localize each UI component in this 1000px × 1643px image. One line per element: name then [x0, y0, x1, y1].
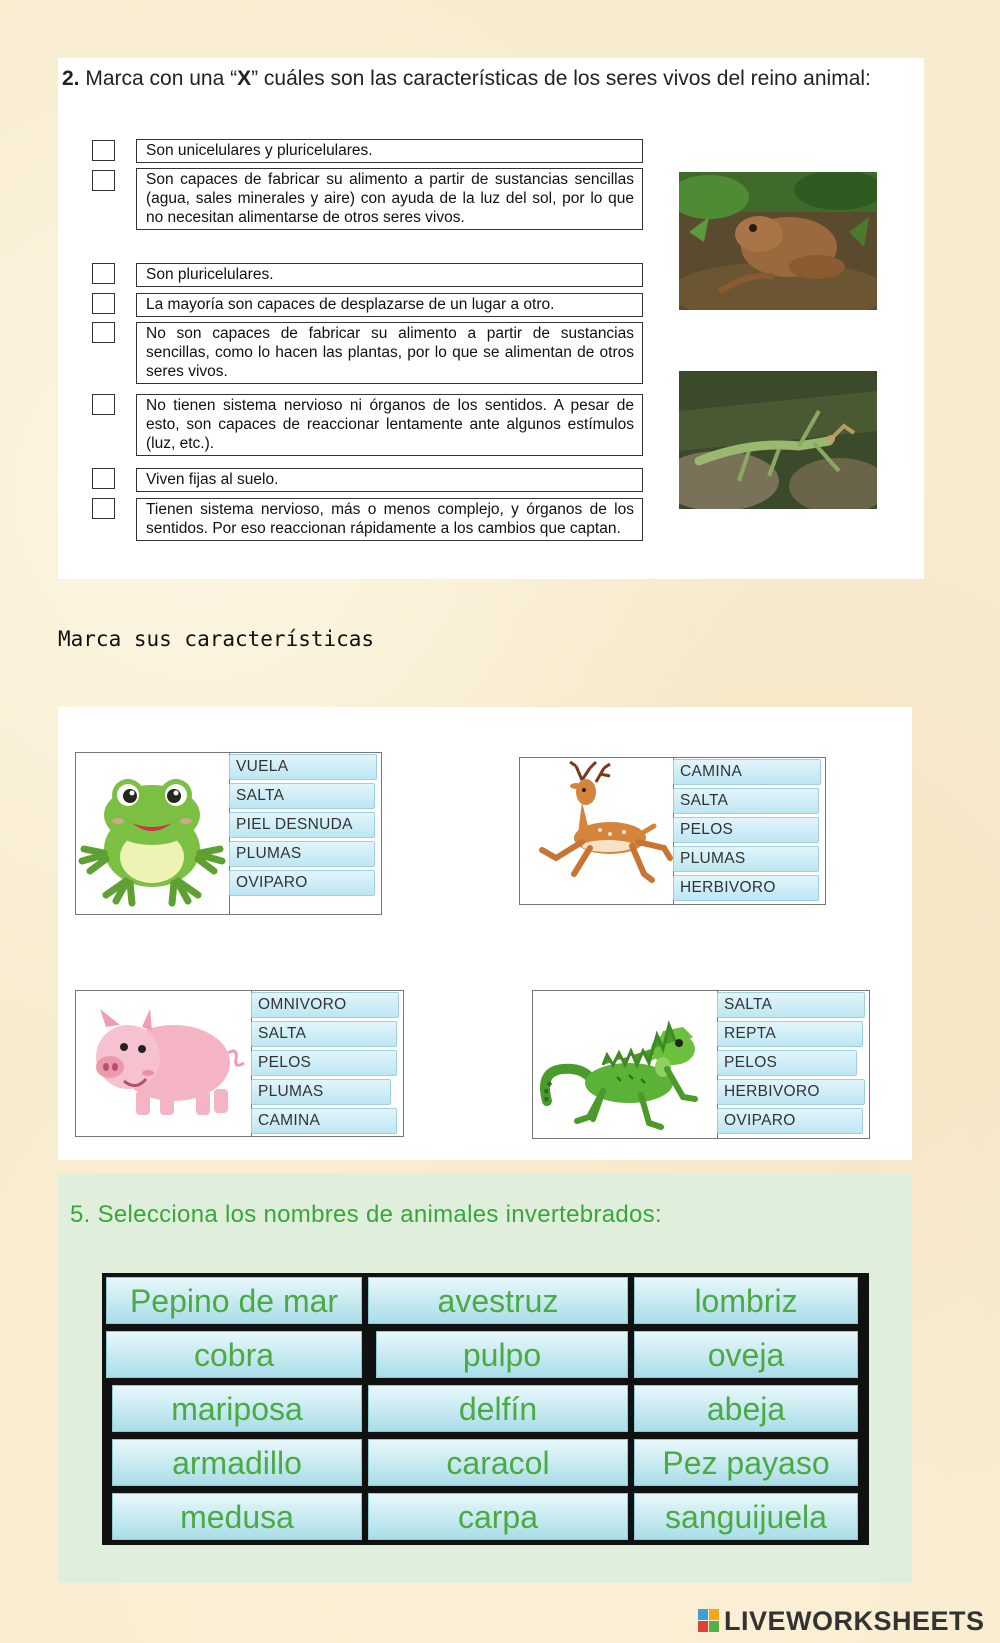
option-button[interactable]: HERBIVORO: [717, 1079, 865, 1105]
frog-card: [75, 752, 382, 915]
iguana-illustration: [533, 991, 718, 1138]
option-button[interactable]: SALTA: [229, 783, 375, 809]
statement-checkbox[interactable]: [92, 498, 115, 519]
animal-name-cell[interactable]: pulpo: [376, 1331, 628, 1378]
animal-name-cell[interactable]: Pepino de mar: [106, 1277, 362, 1324]
pig-illustration: [76, 991, 252, 1136]
invertebrate-grid: [102, 1273, 869, 1545]
exercise-5-title: 5. Selecciona los nombres de animales invertebrados:: [70, 1201, 662, 1228]
animal-name-cell[interactable]: lombriz: [634, 1277, 858, 1324]
exercise-number: 2.: [62, 67, 80, 90]
frog-photo: [679, 172, 877, 310]
animal-name-cell[interactable]: medusa: [112, 1493, 362, 1540]
characteristics-panel: [58, 707, 912, 1160]
deer-card: [519, 757, 826, 905]
option-button[interactable]: PLUMAS: [251, 1079, 391, 1105]
animal-name-cell[interactable]: delfín: [368, 1385, 628, 1432]
animal-name-cell[interactable]: cobra: [106, 1331, 362, 1378]
statement-text: Tienen sistema nervioso, más o menos complejo, y órganos de los sentidos. Por eso reaccionan rápidamente a los cambios que captan.: [136, 498, 643, 541]
option-button[interactable]: VUELA: [229, 754, 377, 780]
option-button[interactable]: SALTA: [251, 1021, 397, 1047]
statement-checkbox[interactable]: [92, 263, 115, 284]
option-button[interactable]: REPTA: [717, 1021, 863, 1047]
option-button[interactable]: PLUMAS: [229, 841, 375, 867]
statement-checkbox[interactable]: [92, 394, 115, 415]
exercise-5-panel: [58, 1173, 912, 1583]
option-button[interactable]: PELOS: [673, 817, 819, 843]
title-x-mark: X: [237, 67, 252, 90]
statement-checkbox[interactable]: [92, 170, 115, 191]
option-button[interactable]: PIEL DESNUDA: [229, 812, 375, 838]
statement-text: Son pluricelulares.: [136, 263, 643, 287]
exercise-2-title: [62, 66, 920, 91]
option-button[interactable]: OMNIVORO: [251, 992, 399, 1018]
option-button[interactable]: SALTA: [717, 992, 865, 1018]
animal-name-cell[interactable]: sanguijuela: [634, 1493, 858, 1540]
liveworksheets-logo[interactable]: [698, 1604, 985, 1638]
statement-text: No tienen sistema nervioso ni órganos de los sentidos. A pesar de esto, son capaces de reaccionar lentamente ante algunos estímulos (luz, etc.).: [136, 394, 643, 456]
deer-illustration: [520, 758, 674, 904]
animal-name-cell[interactable]: armadillo: [112, 1439, 362, 1486]
animal-name-cell[interactable]: mariposa: [112, 1385, 362, 1432]
liveworksheets-logo-text: LIVEWORKSHEETS: [724, 1605, 985, 1636]
mantis-photo: [679, 371, 877, 509]
pig-card: [75, 990, 404, 1137]
option-button[interactable]: PLUMAS: [673, 846, 819, 872]
option-button[interactable]: PELOS: [251, 1050, 397, 1076]
title-text-start: Marca con una “: [79, 67, 238, 90]
title-text-end: ” cuáles son las características de los seres vivos del reino animal:: [251, 67, 871, 90]
statement-checkbox[interactable]: [92, 468, 115, 489]
liveworksheets-logo-icon: [698, 1609, 720, 1633]
statement-text: Viven fijas al suelo.: [136, 468, 643, 492]
option-button[interactable]: OVIPARO: [717, 1108, 863, 1134]
exercise-2-panel: [58, 58, 924, 579]
statement-text: Son capaces de fabricar su alimento a partir de sustancias sencillas (agua, sales minerales y aire) con ayuda de la luz del sol, por lo que no necesitan alimentarse de otros seres vivos.: [136, 168, 643, 230]
frog-illustration: [76, 753, 230, 914]
option-button[interactable]: SALTA: [673, 788, 819, 814]
animal-name-cell[interactable]: carpa: [368, 1493, 628, 1540]
animal-name-cell[interactable]: oveja: [634, 1331, 858, 1378]
option-button[interactable]: PELOS: [717, 1050, 857, 1076]
animal-name-cell[interactable]: avestruz: [368, 1277, 628, 1324]
animal-name-cell[interactable]: caracol: [368, 1439, 628, 1486]
animal-name-cell[interactable]: Pez payaso: [634, 1439, 858, 1486]
iguana-card: [532, 990, 870, 1139]
statement-text: No son capaces de fabricar su alimento a partir de sustancias sencillas, como lo hacen las plantas, por lo que se alimentan de otros seres vivos.: [136, 322, 643, 384]
section-2-prompt: Marca sus características: [58, 627, 375, 651]
statement-text: La mayoría son capaces de desplazarse de un lugar a otro.: [136, 293, 643, 317]
statement-checkbox[interactable]: [92, 293, 115, 314]
animal-name-cell[interactable]: abeja: [634, 1385, 858, 1432]
option-button[interactable]: CAMINA: [251, 1108, 397, 1134]
option-button[interactable]: CAMINA: [673, 759, 821, 785]
statement-checkbox[interactable]: [92, 140, 115, 161]
option-button[interactable]: OVIPARO: [229, 870, 375, 896]
option-button[interactable]: HERBIVORO: [673, 875, 819, 901]
statement-checkbox[interactable]: [92, 322, 115, 343]
statement-text: Son unicelulares y pluricelulares.: [136, 139, 643, 163]
